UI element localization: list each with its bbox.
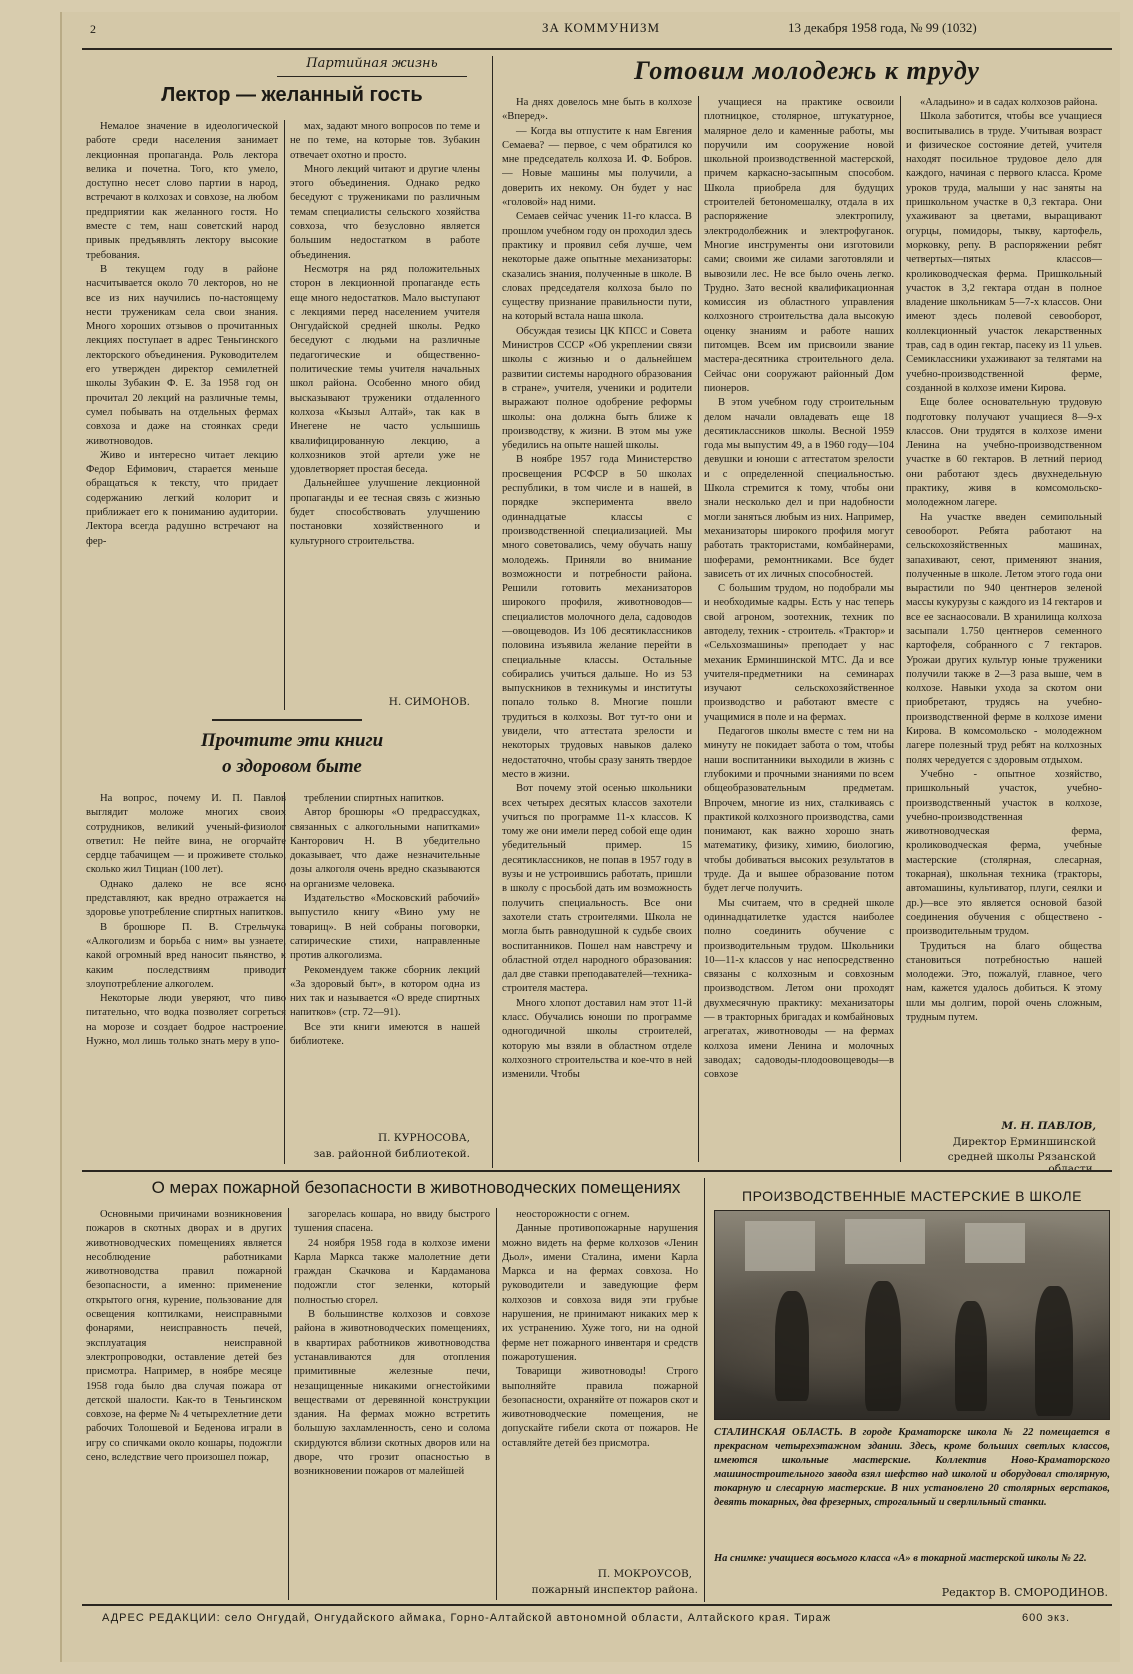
paragraph: Педагогов школы вместе с тем ни на минуту не покидает забота о том, чтобы наши воспитанники выходили в жизнь с глубокими и прочными знаниями по всем общеобразовательным предметам. Впрочем, многие из них, сталкиваясь с практикой колхозного производства, сами понимают, как важно хорошо знать математику, физику, химию, биологию, чтобы добиваться высоких результатов в труде. Да и вышее образование потом будет легче получить. <box>704 726 894 895</box>
workshop-caption-2: На снимке: учащиеся восьмого класса «А» в токарной мастерской школы № 22. <box>714 1553 1087 1564</box>
paragraph: Много лекций читают и другие члены этого объединения. Однако редко беседуют с тружениками по различным темам специалисты сельского хозяйства совхоза, что безусловно является большим недостатком в работе объединения. <box>290 163 480 261</box>
paragraph: Обсуждая тезисы ЦК КПСС и Совета Министров СССР «Об укреплении связи школы с жизнью и о дальнейшем развитии системы народного образования в стране», учителя, ученики и родители выражают полное одобрение реформы школы: она должна быть ближе к производству, к жизни. В этом мы уже убедились на опыте нашей школы. <box>502 325 692 452</box>
workshop-title: ПРОИЗВОДСТВЕННЫЕ МАСТЕРСКИЕ В ШКОЛЕ <box>742 1188 1082 1204</box>
paragraph: Семаев сейчас ученик 11-го класса. В прошлом учебном году он проходил здесь практику и проявил себя лучше, чем некоторые даже опытные механизаторы: сказались знания, полученные в школе. В словах председателя колхоза было по существу признание правильности пути, на который встала наша школа. <box>502 211 692 323</box>
paragraph: Рекомендуем также сборник лекций «За здоровый быт», в котором одна из них так и называется «О вреде спиртных напитков» (стр. 72—91). <box>290 964 480 1019</box>
books-title-line-1: Прочтите эти книги <box>200 730 384 751</box>
youth-title: Готовим молодежь к труду <box>634 56 980 85</box>
paragraph: Школа заботится, чтобы все учащиеся воспитывались в труде. Учитывая возраст и физическое состояние детей, учителя находят посильное трудовое дело для каждого, начиная с первого класса. Кроме уроков труда, малыши у нас заняты на пришкольном участке в 0,3 гектара. Они ухаживают за цветами, выращивают огурцы, помидоры, тыкву, картофель, морковку, репу. В распоряжении ребят четвертых—пятых классов—кролиководческая ферма. Пришкольный участок в 3,2 гектара отдан в полное владение школьникам 5—7-х классов. Они имеют здесь полевой севооборот, коллекционный участок лекарственных трав, сад в один гектар, пасеку из 11 ульев. Семиклассники ухаживают за телятами на учебно-производственной ферме, созданной в колхозе имени Кирова. <box>906 111 1102 394</box>
paragraph: Данные противопожарные нарушения можно видеть на ферме колхозов «Ленин Дьол», имени Сталина, имени Карла Маркса и на фермах совхоза. Но руководители и заведующие ферм колхозов и совхоза видя эти грубые нарушения, не принимают никаких мер к их устранению. Хуже того, ни на одной ферме нет пожарного инвентаря и средств пожаротушения. <box>502 1223 698 1363</box>
paragraph: Мы считаем, что в средней школе одиннадцатилетке удастся наиболее полно соединить обучение с производительным трудом. Школьники 10—11-х классов у нас непосредственно связаны с колхозным и совхозным производством. Летом они проходят двухмесячную практику: механизаторы — в тракторных бригадах и комбайновых агрегатах, животноводы — на фермах колхоза имени Ленина и молочных заводах; садоводы-плодоовощеводы—в совхозе <box>704 897 894 1081</box>
section-divider <box>212 719 362 721</box>
footer-address: АДРЕС РЕДАКЦИИ: село Онгудай, Онгудайского аймака, Горно-Алтайской автономной области, Алтайского края. Тираж <box>102 1612 832 1624</box>
books-title-line-2: о здоровом быте <box>222 756 362 777</box>
paragraph: В брошюре П. В. Стрельчука «Алкоголизм и борьба с ним» вы узнаете, какой огромный вред наносит пьянство, к каким последствиям приводит злоупотребление алкоголем. <box>86 921 286 990</box>
paragraph: Немалое значение в идеологической работе среди населения занимает лекционная пропаганда. Роль лектора велика и почетна. Того, кто умело, доступно несет слово партии в народ, встречают в колхозах и совхозе, на любом предприятии как желанного гостя. Но вместе с тем, наш советский народ привык предъявлять лектору высокие требования. <box>86 121 278 261</box>
page-number: 2 <box>90 22 97 36</box>
paragraph: треблении спиртных напитков. <box>304 793 444 804</box>
column-rule <box>496 1208 497 1600</box>
paragraph: мах, задают много вопросов по теме и не по теме, на которые тов. Зубакин отвечает охотно и просто. <box>290 121 480 161</box>
newspaper-page <box>60 12 1120 1662</box>
footer-rule <box>82 1604 1112 1606</box>
workshop-photo <box>714 1210 1110 1420</box>
paragraph: Трудиться на благо общества становиться потребностью нашей молодежи. Это, пожалуй, главное, чего нам, кажется удалось добиться. К этому шли мы долгим, порой очень сложным, трудным путем. <box>906 940 1102 1023</box>
paragraph: В этом учебном году строительным делом начали овладевать еще 18 десятиклассников школы. Весной 1959 года мы выпустим 49, а в 1960 году—104 девушки и юноши с аттестатом зрелости и с определенной специальностью. Школа стремится к тому, чтобы они знали несколько дел и при надобности могли заняться любым из них. Например, механизаторы широкого профиля могут работать трактористами, комбайнерами, шоферами, ремонтниками. Все будет зависеть от их личных способностей. <box>704 397 894 580</box>
masthead-rule <box>82 48 1112 50</box>
paragraph: Автор брошюры «О предрассудках, связанных с алкогольными напитками» Канторович Н. В убедительно доказывает, что даже незначительные дозы алкоголя очень вредно сказываются на организме человека. <box>290 807 480 890</box>
paragraph: С большим трудом, но подобрали мы и необходимые кадры. Есть у нас теперь свой агроном, зоотехник, техник по автоделу, техник - строитель. «Трактор» и «Сельхозмашины» преподает у нас механик Ерминшинской МТС. Да и все учителя-предметники на семинарах изучают сельскохозяйственное производство и работают вместе с учащимися в поле и на фермах. <box>704 583 894 723</box>
books-signature: П. КУРНОСОВА, <box>377 1132 470 1144</box>
workshop-caption: СТАЛИНСКАЯ ОБЛАСТЬ. В городе Краматорске школа № 22 помещается в прекрасном четырехэтажном здании. Здесь, кроме больших светлых классов, имеются школьные мастерские. Коллектив Ново-Краматорского машиностроительного завода взял шефство над школой и оборудовал столярную, токарную и слесарную мастерские. В них установлено 20 столярных верстаков, девять токарных, два фрезерных, строгальный и сверлильный станки. <box>714 1427 1110 1508</box>
paragraph: Некоторые люди уверяют, что пиво питательно, что водка позволяет согреться на морозе и создает бодрое настроение. Нужно, мол лишь только знать меру в упо- <box>86 993 286 1048</box>
paragraph: На участке введен семипольный севооборот. Ребята работают на сельскохозяйственных машинах, запахивают, сеют, применяют знания, полученные в школе. Летом этого года они вырастили по 940 центнеров зеленой массы кукурузы с каждого из 14 гектаров и все ее заснаосовали. В хранилища колхоза засыпали 1.750 центнеров семенного картофеля, собранного с 7 гектаров. Урожаи других культур юные труженики получили также в 2—3 раза выше, чем в колхозе. Навыки ухода за скотом они приобретают, трудясь на учебно-производственной ферме в колхозе имени Кирова. В комсомольско - молодежном лагере полезный труд ребят на колхозных полях чередуется с здоровым отдыхом. <box>906 511 1102 766</box>
lector-column-2 <box>290 120 480 690</box>
lector-title: Лектор — желанный гость <box>161 84 423 106</box>
column-rule <box>492 56 493 1168</box>
column-rule <box>288 1208 289 1600</box>
paragraph: Издательство «Московский рабочий» выпустило книгу «Вино уму не товарищ». В ней собраны поговорки, сатирические стихи, направленные против алкоголизма. <box>290 893 480 962</box>
youth-column-3 <box>906 96 1102 1116</box>
paragraph: 24 ноября 1958 года в колхозе имени Карла Маркса также малолетние дети граждан Скачкова и Кардаманова подожгли стог зеленки, который полностью сгорел. <box>294 1237 490 1306</box>
column-rule <box>284 120 285 710</box>
rubric-party-life: Партийная жизнь <box>306 56 438 71</box>
rubric-underline <box>277 76 467 77</box>
paragraph: Однако далеко не все ясно представляют, как вредно отражается на здоровье употребление спиртных напитков. <box>86 878 286 919</box>
paragraph: В ноябре 1957 года Министерство просвещения РСФСР в 50 школах республики, в том числе и в нашей, в порядке эксперимента ввело одиннадцатые классы с производственной специализацией. Мы много советовались, чему обучать нашу молодежь. Приняли во внимание возможности и потребности района. Решили готовить механизаторов широкого профиля, животноводов—специалистов молочного дела, садоводов—овощеводов. Из 106 десятиклассников половина изъявила желание перейти в специальные классы. Остальные собирались учиться дальше. Но из 53 выпускников в техникумы и институты попало только 8. Многие пошли трудиться в колхозы. Вот тут-то они и увидели, что аттестата зрелости и некоторых трудовых навыков далеко недостаточно, чтобы сразу занять твердое место в жизни. <box>502 454 692 780</box>
books-signature-role: зав. районной библиотекой. <box>313 1148 470 1160</box>
paragraph: Учебно - опытное хозяйство, пришкольный участок, учебно-производственный участок в колхозе, учебно-производственная животноводческая ферма, кролиководческая ферма, учебные мастерские (столярная, слесарная, токарная), школьная техника (тракторы, автомашины, культиватор, плуги, сеялки и др.)—все это является основой базой соединения обучения с обществено - производительным трудом. <box>906 768 1102 938</box>
editor-signature: Редактор В. СМОРОДИНОВ. <box>941 1586 1108 1599</box>
fire-column-3 <box>502 1208 698 1564</box>
fire-column-2 <box>294 1208 490 1600</box>
column-rule <box>900 96 901 1162</box>
paragraph: Несмотря на ряд положительных сторон в лекционной пропаганде есть еще много недостатков. Мало выступают с лекциями перед населением учителя Онгудайской средней школы. Редко беседуют с людьми на различные педагогические и общественно-политические темы учителя начальных школ района. Особенно много обид высказывают труженики отдаленного колхоза «Кызыл Алтай», так как в Инегене не часто услышишь квалифицированную лекцию, а колхозников этой артели уже не удовлетворяет простая беседа. <box>290 263 480 476</box>
youth-signature-role-1: Директор Ерминшинской <box>952 1136 1096 1148</box>
paragraph: Вот почему этой осенью школьники всех четырех десятых классов захотели учиться по программе 11-х классов. К тому же они имели перед собой еще один убедительный пример. 15 десятиклассников, не попав в 1957 году в вузы и не устроившись работать, пришли в школу с просьбой дать им возможность получить специальность. Все они захотели стать строителями. Школа не могла быть равнодушной к судьбе своих воспитанников. Пошел нам навстречу и областной отдел народного образования: дал две ставки преподавателей—техника-строителя мастера. <box>502 783 692 995</box>
paragraph: На вопрос, почему И. П. Павлов выглядит моложе многих своих сотрудников, великий ученый-физиолог ответил: Не пейте вина, не огорчайте сердце табачищем — и проживете столько, сколько жил Тициан (100 лет). <box>86 793 286 876</box>
paragraph: Живо и интересно читает лекцию Федор Ефимович, старается меньше обращаться к тексту, что придает содержанию легкий колорит и приближает его к пониманию аудитории. Лектора всегда радушно встречают на фер- <box>86 449 278 547</box>
paragraph: На днях довелось мне быть в колхозе «Вперед». <box>502 97 692 123</box>
books-column-2 <box>290 792 480 1126</box>
paragraph: В большинстве колхозов и совхозе района в животноводческих помещениях, в квартирах работников животноводства устанавливаются для отопления примитивные железные печи, незащищенные никакими огнестойкими веществами от деревянной конструкции здания. На фермах можно встретить большую захламленность, сено и солома скирдуются вблизи скотных дворов или на дворе, что грозит опасностью в возникновении пожаров от малейшей <box>294 1309 490 1478</box>
paper-name: ЗА КОММУНИЗМ <box>542 20 661 35</box>
youth-column-2 <box>704 96 894 1162</box>
column-rule <box>704 1178 705 1602</box>
paragraph: Еще более основательную трудовую подготовку получают учащиеся 8—9-х классов. Они трудятся в колхозе имени Ленина на учебно-производственном участке в 60 гектаров. В летний период они работают здесь двухнедельную практику, живя в комсомольско-молодежном лагере. <box>906 397 1102 509</box>
paragraph: загорелась кошара, но ввиду быстрого тушения спасена. <box>294 1209 490 1235</box>
paragraph: Основными причинами возникновения пожаров в скотных дворах и в других животноводческих помещениях является несоблюдение работниками животноводства правил пожарной безопасности, а именно: применение открытого огня, курение, пользование для освещения коптилками, неисправными фонарями, неисправность печей, эксплуатация неисправной электропроводки, оставление детей без присмотра. Например, в ноябре месяце 1958 года было два случая пожара от детской шалости. Как-то в Теньгинском совхозе, на ферме № 4 четырехлетние дети рабочих Толошевой и Беденова играли в игру со спичками около кошары, подожгли сено, вследствие чего произошел пожар, <box>86 1209 282 1464</box>
paragraph: В текущем году в районе насчитывается около 70 лекторов, но не все из них научились по-настоящему нести труженикам села свои знания. Много хороших отзывов о прочитанных лекциях поступает в адрес Теньгинского лекторского объединения. Руководителем его утвержден директор семилетней школы Зубакин Ф. Е. За 1958 год он прочитал 20 лекций на различные темы, сумел побывать на отдельных фермах совхоза и даже на стоянках среди животноводов. <box>86 263 278 447</box>
column-rule <box>284 792 285 1164</box>
paragraph: Все эти книги имеются в нашей библиотеке. <box>290 1021 480 1048</box>
paragraph: учащиеся на практике освоили плотницкое, столярное, штукатурное, малярное дело и каменные работы, мы поручили им сооружение новой школьной производственной мастерской, причем каркасно-засыпным способом. Школа приобрела для будущих строителей бетономешалку, отдала в их распоряжение электропилу, электродолбежник и электрофуганок. Многие инструменты они изготовили сами; своими же силами заготовляли и вывозили лес. Не все было очень легко. Трудно. Зато весной квалификационная комиссия из областного управления колхозного строительства дала высокую оценку знаниям и работе наших питомцев. Всем им присвоили звание мастера-десятника строительного дела. Сейчас они сооружают районный Дом пионеров. <box>704 97 894 394</box>
lector-signature: Н. СИМОНОВ. <box>388 696 470 708</box>
paragraph: неосторожности с огнем. <box>516 1209 630 1220</box>
books-column-1 <box>86 792 286 1172</box>
footer-circulation: 600 экз. <box>1022 1612 1071 1624</box>
youth-signature-role-2: средней школы Рязанской области. <box>947 1151 1096 1175</box>
paragraph: Товарищи животноводы! Строго выполняйте правила пожарной безопасности, охраняйте от пожаров скот и животноводческие помещения, не допускайте гибели скота от пожаров. Не оставляйте детей без присмотра. <box>502 1366 698 1449</box>
lector-column-1 <box>86 120 278 720</box>
paragraph: «Аладьино» и в садах колхозов района. <box>920 97 1098 108</box>
fire-title: О мерах пожарной безопасности в животноводческих помещениях <box>151 1178 681 1197</box>
section-rule <box>82 1170 1112 1172</box>
paragraph: Много хлопот доставил нам этот 11-й класс. Обучались юноши по программе одногодичной школы строителей, которую мы взяли в областном отделе колхозного строительства и кое-что в ней изменили. Чтобы <box>502 997 692 1081</box>
paragraph: Дальнейшее улучшение лекционной пропаганды и ее тесная связь с жизнью будет способствовать улучшению постановки хозяйственного и культурного строительства. <box>290 478 480 547</box>
column-rule <box>698 96 699 1162</box>
paragraph: — Когда вы отпустите к нам Евгения Семаева? — первое, с чем обратился ко мне председатель колхоза И. Ф. Бобров.— Новые машины мы получили, а доверить их некому. Он будет у нас «головой» над ними. <box>502 125 692 209</box>
fire-signature-role: пожарный инспектор района. <box>531 1584 698 1596</box>
fire-column-1 <box>86 1208 282 1600</box>
youth-signature: М. Н. ПАВЛОВ, <box>1001 1120 1096 1132</box>
youth-column-1 <box>502 96 692 1162</box>
fire-signature: П. МОКРОУСОВ, <box>597 1568 692 1580</box>
date-issue: 13 декабря 1958 года, № 99 (1032) <box>788 20 977 35</box>
